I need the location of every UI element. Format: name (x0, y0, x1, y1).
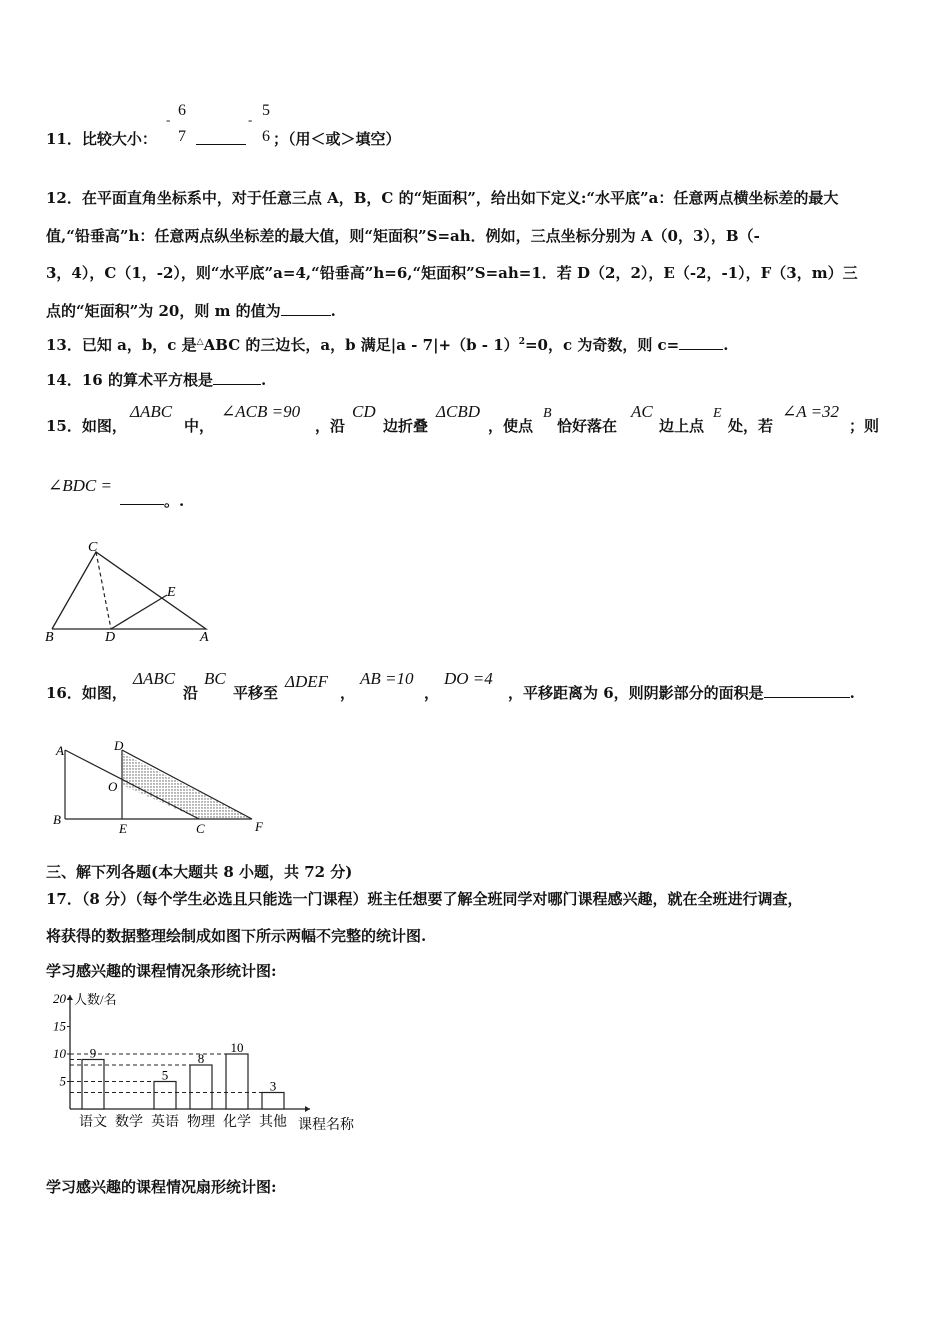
course-interest-bar-chart (40, 985, 370, 1135)
q13-text-c: =0，c 为奇数，则 c= (524, 336, 680, 354)
q16-math-ab: AB =10 (360, 669, 414, 688)
category-label: 语文 (79, 1115, 107, 1130)
fig15-label-e: E (167, 585, 176, 600)
q15-text-4: ，使点 (488, 417, 534, 435)
q16-text-2: 平移至 (233, 684, 279, 702)
category-label: 化学 (223, 1115, 251, 1130)
q11-frac2-num: 5 (262, 102, 270, 119)
q11-frac2-den: 6 (262, 128, 270, 145)
y-axis-label: 人数/名 (74, 992, 117, 1007)
q15-math-ac: AC (631, 402, 653, 421)
q13-expr: |a - 7|+（b - 1） (390, 336, 519, 354)
y-tick-label: 20 (53, 991, 66, 1006)
q15-math-angle-acb: ∠ACB =90 (221, 402, 301, 421)
q11-answer-blank[interactable] (196, 130, 246, 145)
category-label: 其他 (259, 1115, 287, 1130)
q15-end: 。. (164, 492, 185, 510)
q16-math-do: DO =4 (444, 669, 493, 688)
q16-text-4: ， (424, 684, 440, 702)
q16-text-3: ， (340, 684, 356, 702)
q12-line-2: 值,“铅垂高”h：任意两点纵坐标差的最大值，则“矩面积”S=ah．例如，三点坐标分别为 A（0，3），B（- (46, 227, 760, 245)
q16-answer-blank[interactable] (764, 683, 850, 698)
q13-text-a: 13．已知 a，b，c 是 (46, 336, 197, 354)
q15-answer-blank[interactable] (120, 490, 164, 505)
q13-triangle: △ (196, 337, 204, 347)
q15-math-cd: CD (352, 402, 376, 421)
bar-value-label: 3 (269, 1078, 277, 1094)
q14-text: 14．16 的算术平方根是 (46, 371, 213, 389)
figure-16-translation (48, 735, 273, 840)
bar (154, 1082, 176, 1110)
q11-fraction-1 (166, 102, 196, 148)
q15-math-b: B (543, 406, 552, 421)
category-label: 英语 (151, 1115, 179, 1130)
bar-value-label: 10 (230, 1040, 244, 1055)
q15-text-1: 中， (184, 417, 215, 435)
fig16-label-f: F (255, 819, 263, 834)
question-11 (46, 128, 157, 149)
q13-end: . (723, 336, 729, 354)
q15-text-3: 边折叠 (383, 417, 429, 435)
q16-number: 16．如图， (46, 684, 127, 702)
q15-math-abc: ΔABC (130, 402, 173, 421)
fig16-label-a: A (56, 743, 64, 758)
category-label: 数学 (115, 1115, 143, 1130)
q15-text-7: 处，若 (728, 417, 774, 435)
fig16-label-b: B (53, 812, 61, 827)
q17-pie-caption: 学习感兴趣的课程情况扇形统计图: (46, 1178, 277, 1196)
fig15-label-a: A (200, 630, 209, 645)
y-tick-label: 5 (59, 1073, 66, 1089)
q16-math-bc: BC (204, 669, 226, 688)
fig16-label-c: C (196, 821, 205, 836)
q12-answer-blank[interactable] (281, 301, 331, 316)
q11-frac1-den: 7 (178, 128, 186, 145)
q11-frac1-num: 6 (178, 102, 186, 119)
q11-hint: ；（用＜或＞填空） (273, 130, 401, 148)
q14-answer-blank[interactable] (213, 370, 261, 385)
bar (82, 1060, 104, 1110)
fig16-label-d: D (114, 738, 124, 753)
fig15-label-b: B (45, 630, 54, 645)
q16-math-abc: ΔABC (133, 669, 176, 688)
q16-end: . (849, 684, 855, 702)
bar-value-label: 8 (197, 1051, 205, 1066)
q12-line-4-end: . (330, 302, 336, 320)
y-tick-label: 10 (53, 1046, 66, 1061)
bar-value-label: 9 (89, 1045, 97, 1061)
q11-frac2-sign: - (248, 112, 253, 127)
question-14 (46, 369, 266, 390)
fig16-label-o: O (108, 779, 118, 794)
bar (190, 1065, 212, 1109)
x-axis-arrow (305, 1106, 310, 1112)
q15-math-e: E (713, 406, 722, 421)
q15-text-8: ；则 (849, 417, 880, 435)
q11-frac1-sign: - (166, 112, 171, 127)
bar (262, 1093, 284, 1110)
q15-number: 15．如图， (46, 417, 127, 435)
q12-line-4-text: 点的“矩面积”为 20，则 m 的值为 (46, 302, 281, 320)
q12-line-3: 3，4），C（1，-2），则“水平底”a=4,“铅垂高”h=6,“矩面积”S=ah=1．若 D（2，2），E（-2，-1），F（3，m）三 (46, 264, 858, 282)
x-axis-label: 课程名称 (298, 1118, 354, 1133)
bar (226, 1054, 248, 1109)
q15-text-2: ，沿 (315, 417, 346, 435)
q13-text-b: ABC 的三边长，a，b 满足 (203, 336, 391, 354)
q15-text-5: 恰好落在 (557, 417, 618, 435)
q13-sup: 2 (518, 337, 525, 347)
fig15-label-c: C (88, 540, 98, 555)
q15-math-cbd: ΔCBD (436, 402, 480, 421)
section-3-heading: 三、解下列各题(本大题共 8 小题，共 72 分) (46, 863, 353, 881)
q16-text-5-body: ，平移距离为 6，则阴影部分的面积是 (508, 684, 764, 702)
bar-value-label: 5 (161, 1067, 169, 1083)
fig15-label-d: D (105, 630, 116, 645)
q15-math-angle-a: ∠A =32 (782, 402, 840, 421)
fig16-label-e: E (119, 821, 127, 836)
question-13 (46, 334, 728, 355)
q16-text-1: 沿 (183, 684, 199, 702)
figure-15-triangle (40, 535, 220, 647)
q17-line-2: 将获得的数据整理绘制成如图下所示两幅不完整的统计图. (46, 927, 427, 945)
q15-text-6: 边上点 (659, 417, 705, 435)
y-tick-label: 15 (53, 1018, 66, 1034)
q16-math-def: ΔDEF (285, 672, 329, 691)
category-label: 物理 (187, 1115, 215, 1130)
q17-bar-caption: 学习感兴趣的课程情况条形统计图: (46, 962, 277, 980)
q12-line-4 (46, 300, 336, 321)
q12-line-1: 12．在平面直角坐标系中，对于任意三点 A，B，C 的“矩面积”，给出如下定义:“水平底”a：任意两点横坐标差的最大 (46, 189, 839, 207)
q16-text-5 (508, 682, 855, 703)
q14-end: . (260, 371, 267, 389)
q13-answer-blank[interactable] (679, 335, 723, 350)
q11-number: 11．比较大小： (46, 130, 157, 148)
q15-math-angle-bdc: ∠BDC = (48, 476, 112, 495)
q17-line-1: 17．（8 分）（每个学生必选且只能选一门课程）班主任想要了解全班同学对哪门课程感兴趣，就在全班进行调查， (46, 890, 803, 908)
